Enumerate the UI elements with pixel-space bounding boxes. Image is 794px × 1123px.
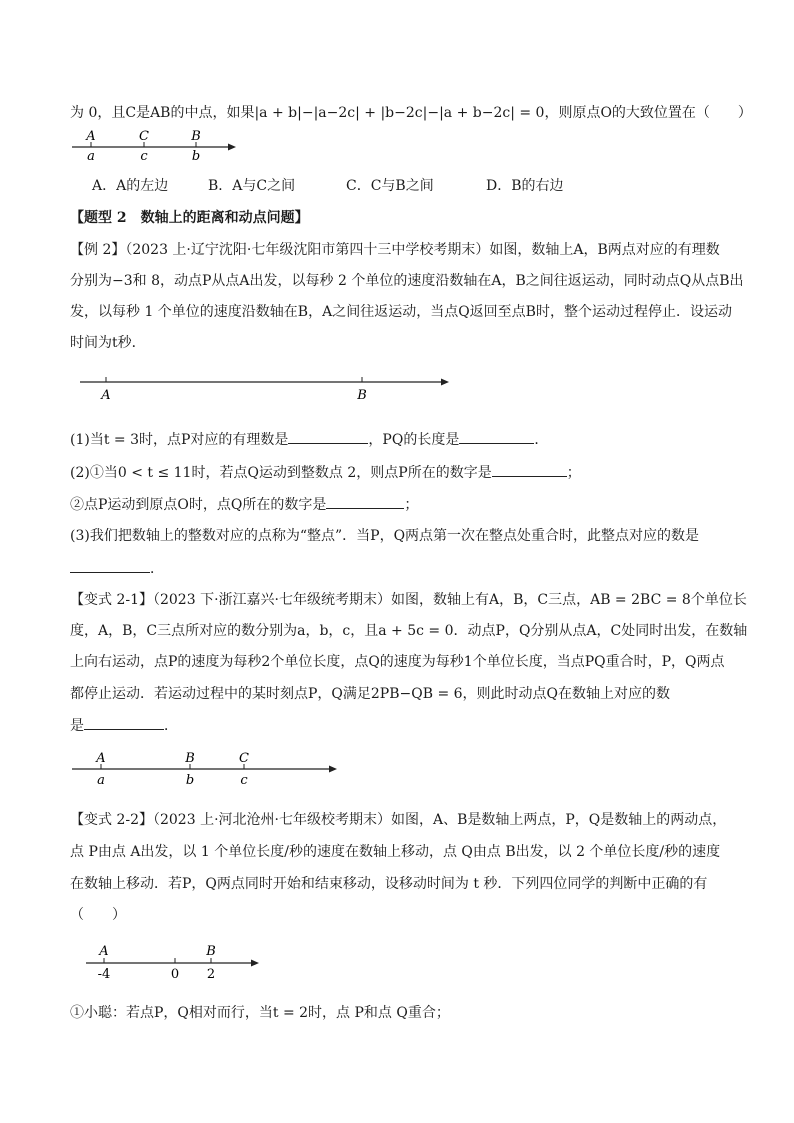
variant22-line-1: 【变式 2-2】（2023 上·河北沧州·七年级校考期末）如图，A、B是数轴上两点，P，Q是数轴上的两动点， [70,812,727,828]
example2-question-1 [70,429,548,450]
example2-line-2: 分别为−3和 8，动点P从点A出发，以每秒 2 个单位的速度沿数轴在A，B之间往返运动，同时动点Q从点B出 [70,273,744,289]
example2-line-1: 【例 2】（2023 上·辽宁沈阳·七年级沈阳市第四十三中学校考期末）如图，数轴上A，B两点对应的有理数 [70,242,720,258]
example2-q2b-text-b: ； [404,497,419,513]
q1-point-value-b: b [191,149,201,164]
variant21-point-label-b: B [185,751,195,766]
answer-blank[interactable] [70,558,150,573]
q1-stem: 为 0，且C是AB的中点，如果|a + b|−|a−2c| + |b−2c|−|a + b−2c| = 0，则原点O的大致位置在（ ） [70,105,752,121]
example2-question-2a [70,462,581,483]
q1-option-d[interactable]: D．B的右边 [486,178,564,194]
variant21-point-label-a: A [96,751,106,766]
q1-point-value-c: c [140,149,148,164]
example2-q3-end: ． [150,561,164,577]
example2-question-3: (3)我们把数轴上的整数对应的点称为“整点”．当P，Q两点第一次在整点处重合时，此整点对应的数是 [70,528,700,544]
example2-point-label-a: A [101,388,111,403]
answer-blank[interactable] [459,429,534,444]
section-title: 【题型 2 数轴上的距离和动点问题】 [70,210,309,226]
example2-line-3: 发，以每秒 1 个单位的速度沿数轴在B，A之间往返运动，当点Q返回至点B时，整个运动过程停止．设运动 [70,304,732,320]
answer-blank[interactable] [326,494,404,509]
variant21-line-5 [70,715,178,736]
q1-point-value-a: a [87,149,95,164]
variant22-line-4: （ ） [70,907,126,923]
example2-q1-text-c: ． [534,432,549,448]
q1-point-label-b: B [191,129,201,144]
example2-q2a-text-a: (2)①当0 < t ≤ 11时，若点Q运动到整数点 2，则点P所在的数字是 [70,465,492,481]
q1-option-b[interactable]: B．A与C之间 [208,178,296,194]
example2-q2a-text-b: ； [566,465,581,481]
variant22-line-2: 点 P由点 A出发，以 1 个单位长度/秒的速度在数轴上移动，点 Q由点 B出发，以 2 个单位长度/秒的速度 [70,844,721,860]
q1-point-label-c: C [139,129,149,144]
example2-question-2b [70,494,418,515]
variant22-tick-value-neg4: -4 [97,967,111,982]
example2-number-line [76,368,456,404]
q1-number-line [68,128,248,164]
variant21-point-value-a: a [97,773,105,788]
answer-blank[interactable] [84,715,164,730]
q1-point-label-a: A [86,129,96,144]
variant21-line-4: 都停止运动．若运动过程中的某时刻点P，Q满足2PB−QB = 6，则此时动点Q在数轴上对应的数 [70,686,671,702]
q1-option-a[interactable]: A．A的左边 [92,178,169,194]
example2-line-4: 时间为t秒． [70,335,146,351]
answer-blank[interactable] [492,462,567,477]
variant21-line-2: 度，A，B，C三点所对应的数分别为a，b，c，且a + 5c = 0．动点P，Q分别从点A，C处同时出发，在数轴 [70,623,748,639]
variant21-point-value-b: b [185,773,195,788]
variant22-line-3: 在数轴上移动．若P，Q两点同时开始和结束移动，设移动时间为 t 秒．下列四位同学的判断中正确的有 [70,876,708,892]
example2-question-3-answer [70,558,164,579]
example2-q1-text-b: ，PQ的长度是 [368,432,460,448]
example2-point-label-b: B [357,388,367,403]
example2-q1-text-a: (1)当t = 3时，点P对应的有理数是 [70,432,289,448]
variant21-number-line [68,748,348,788]
variant21-line-3: 上向右运动，点P的速度为每秒2个单位长度，点Q的速度为每秒1个单位长度，当点PQ重合时，P，Q两点 [70,654,725,670]
variant21-last-text-a: 是 [70,718,84,734]
variant21-line-1: 【变式 2-1】（2023 下·浙江嘉兴·七年级统考期末）如图，数轴上有A，B，C三点，AB = 2BC = 8个单位长 [70,592,747,608]
answer-blank[interactable] [288,429,368,444]
variant21-point-value-c: c [240,773,248,788]
variant22-judgement-1: ①小聪：若点P，Q相对而行，当t = 2时，点 P和点 Q重合； [70,1005,450,1021]
variant22-tick-value-0: 0 [170,967,180,982]
variant21-point-label-c: C [239,751,249,766]
variant22-point-label-b: B [206,944,216,959]
variant22-point-label-a: A [99,944,109,959]
variant22-number-line [82,938,272,982]
variant21-last-text-b: ． [164,718,178,734]
variant22-tick-value-2: 2 [206,967,216,982]
example2-q2b-text-a: ②点P运动到原点O时，点Q所在的数字是 [70,497,327,513]
q1-option-c[interactable]: C．C与B之间 [346,178,434,194]
